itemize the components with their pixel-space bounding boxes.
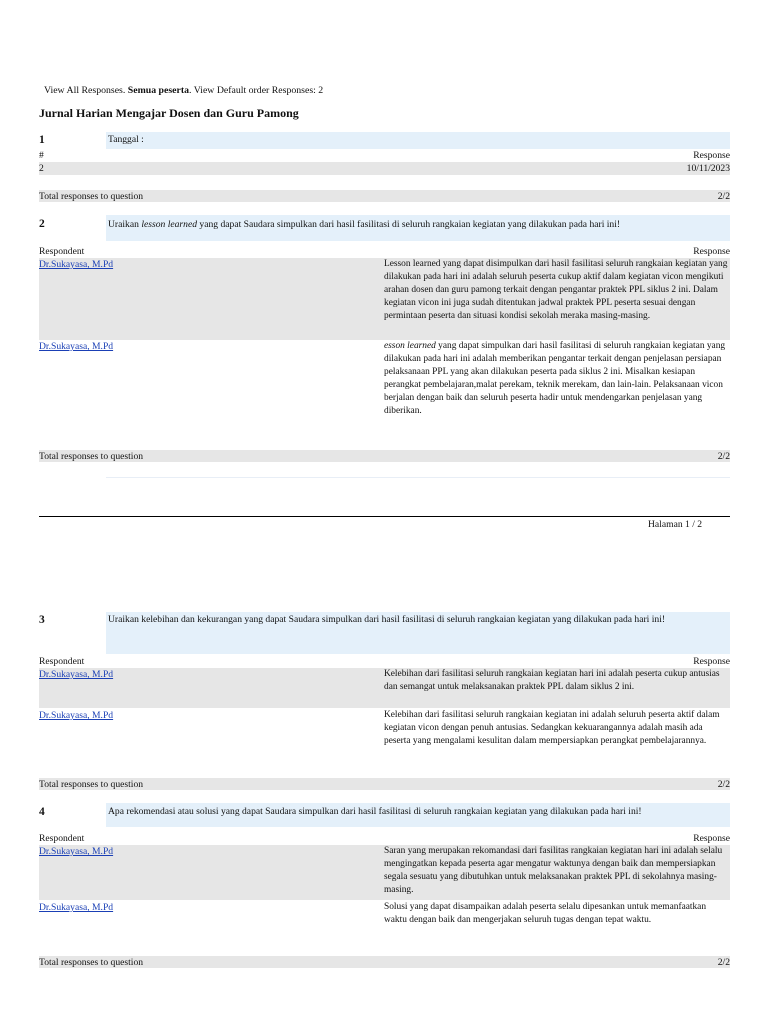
response-text: Kelebihan dari fasilitasi seluruh rangkaian kegiatan hari ini adalah peserta cukup antusias dan semangat untuk melaksanakan praktek PPL dalam siklus 2 ini. — [384, 669, 720, 692]
question-number: 3 — [39, 614, 45, 626]
page-divider — [39, 516, 730, 517]
question-bar — [106, 612, 730, 654]
respondent-link[interactable]: Dr.Sukayasa, M.Pd — [39, 710, 114, 721]
row-id: 2 — [39, 163, 44, 174]
response-text: Saran yang merupakan rekomandasi dari fasilitas rangkaian kegiatan hari ini adalah selalu mengingatkan kepada peserta agar mengatur waktunya dengan baik dan mempersiapkan segala sesuatu yang dibutuhkan untuk melaksanakan praktek PPL di sekolahnya masing-masing. — [384, 846, 723, 895]
total-value: 2/2 — [717, 779, 730, 790]
column-header-respondent: Respondent — [39, 656, 85, 667]
table-row — [39, 162, 730, 175]
column-header-respondent: Respondent — [39, 246, 85, 257]
page-number: Halaman 1 / 2 — [648, 519, 703, 530]
question-text: Uraikan kelebihan dan kekurangan yang dapat Saudara simpulkan dari hasil fasilitasi di seluruh rangkaian kegiatan yang dilakukan pada hari ini! — [108, 614, 666, 625]
respondent-link[interactable]: Dr.Sukayasa, M.Pd — [39, 846, 114, 857]
column-header-id: # — [39, 150, 44, 161]
respondent-link[interactable]: Dr.Sukayasa, M.Pd — [39, 341, 114, 352]
column-header-respondent: Respondent — [39, 833, 85, 844]
response-text: Solusi yang dapat disampaikan adalah peserta selalu dipesankan untuk memanfaatkan waktu dengan baik dan mengerjakan seluruh tugas dengan tepat waktu. — [384, 902, 707, 925]
question-bar — [106, 215, 730, 241]
respondent-link[interactable]: Dr.Sukayasa, M.Pd — [39, 259, 114, 270]
question-text-part: yang dapat Saudara simpulkan dari hasil fasilitasi di seluruh rangkaian kegiatan yang dilakukan pada hari ini! — [197, 219, 621, 230]
response-text-part: yang dapat simpulkan dari hasil fasilitasi di seluruh rangkaian kegiatan yang dilakukan pada hari ini adalah memberikan pengantar terkait dengan penjelasan persiapan pelaksanaan PPL yang akan dilakukan peserta pada siklus 2 ini. Misalkan kesiapan perangkat pembelajaran,malat perekam, teknik merekam, dan lain-lain. Pelaksanaan vicon berjalan dengan baik dan seluruh peserta hadir untuk mendengarkan penjelasan yang diberikan. — [384, 341, 726, 416]
question-text — [106, 215, 730, 232]
question-number: 4 — [39, 806, 45, 818]
response-text-emphasis: esson learned — [384, 341, 436, 351]
column-header-response: Response — [693, 833, 730, 844]
view-all-label: View All Responses. — [44, 85, 126, 96]
participant-filter: Semua peserta — [127, 85, 190, 96]
question-text-emphasis: lesson learned — [141, 219, 198, 230]
response-text: Lesson learned yang dapat disimpulkan dari hasil fasilitasi seluruh rangkaian kegiatan yang dilakukan pada hari ini adalah seluruh peserta cukup aktif dalam kegiatan vicon mengikuti arahan dosen dan guru pamong terkait dengan pengantar praktek PPL siklus 2 ini. Dalam kegiatan vicon ini juga sudah ditentukan jadwal praktek PPL peserta sesuai dengan permintaan peserta dan situasi kondisi sekolah meraka masing-masing. — [384, 259, 728, 321]
view-options-line — [44, 84, 323, 97]
respondent-link[interactable]: Dr.Sukayasa, M.Pd — [39, 902, 114, 913]
column-header-response: Response — [693, 150, 730, 161]
column-header-response: Response — [693, 656, 730, 667]
view-order-label: . View Default order Responses: 2 — [189, 85, 324, 96]
response-text: Kelebihan dari fasilitasi seluruh rangkaian kegiatan ini adalah seluruh peserta aktif dalam kegiatan vicon dengan penuh antusias. Sedangkan kekuarangannya adalah masih ada peserta yang mengalami kesulitan dalam mempersiapkan perangkat pembelajarannya. — [384, 710, 720, 746]
total-label: Total responses to question — [39, 957, 144, 968]
separator — [106, 477, 730, 478]
question-text: Tanggal : — [108, 134, 144, 145]
total-label: Total responses to question — [39, 779, 144, 790]
total-value: 2/2 — [717, 451, 730, 462]
question-number: 1 — [39, 134, 45, 146]
total-value: 2/2 — [717, 957, 730, 968]
page-title: Jurnal Harian Mengajar Dosen dan Guru Pamong — [39, 106, 299, 120]
question-text-part: Uraikan — [108, 219, 142, 230]
column-header-response: Response — [693, 246, 730, 257]
total-label: Total responses to question — [39, 451, 144, 462]
question-bar — [106, 132, 730, 149]
respondent-link[interactable]: Dr.Sukayasa, M.Pd — [39, 669, 114, 680]
question-number: 2 — [39, 218, 45, 230]
total-value: 2/2 — [717, 191, 730, 202]
question-text: Apa rekomendasi atau solusi yang dapat Saudara simpulkan dari hasil fasilitasi di seluruh rangkaian kegiatan yang dilakukan pada hari ini! — [108, 806, 642, 817]
row-date-value: 10/11/2023 — [686, 163, 730, 174]
total-label: Total responses to question — [39, 191, 144, 202]
response-text — [384, 340, 730, 418]
question-bar — [106, 803, 730, 827]
